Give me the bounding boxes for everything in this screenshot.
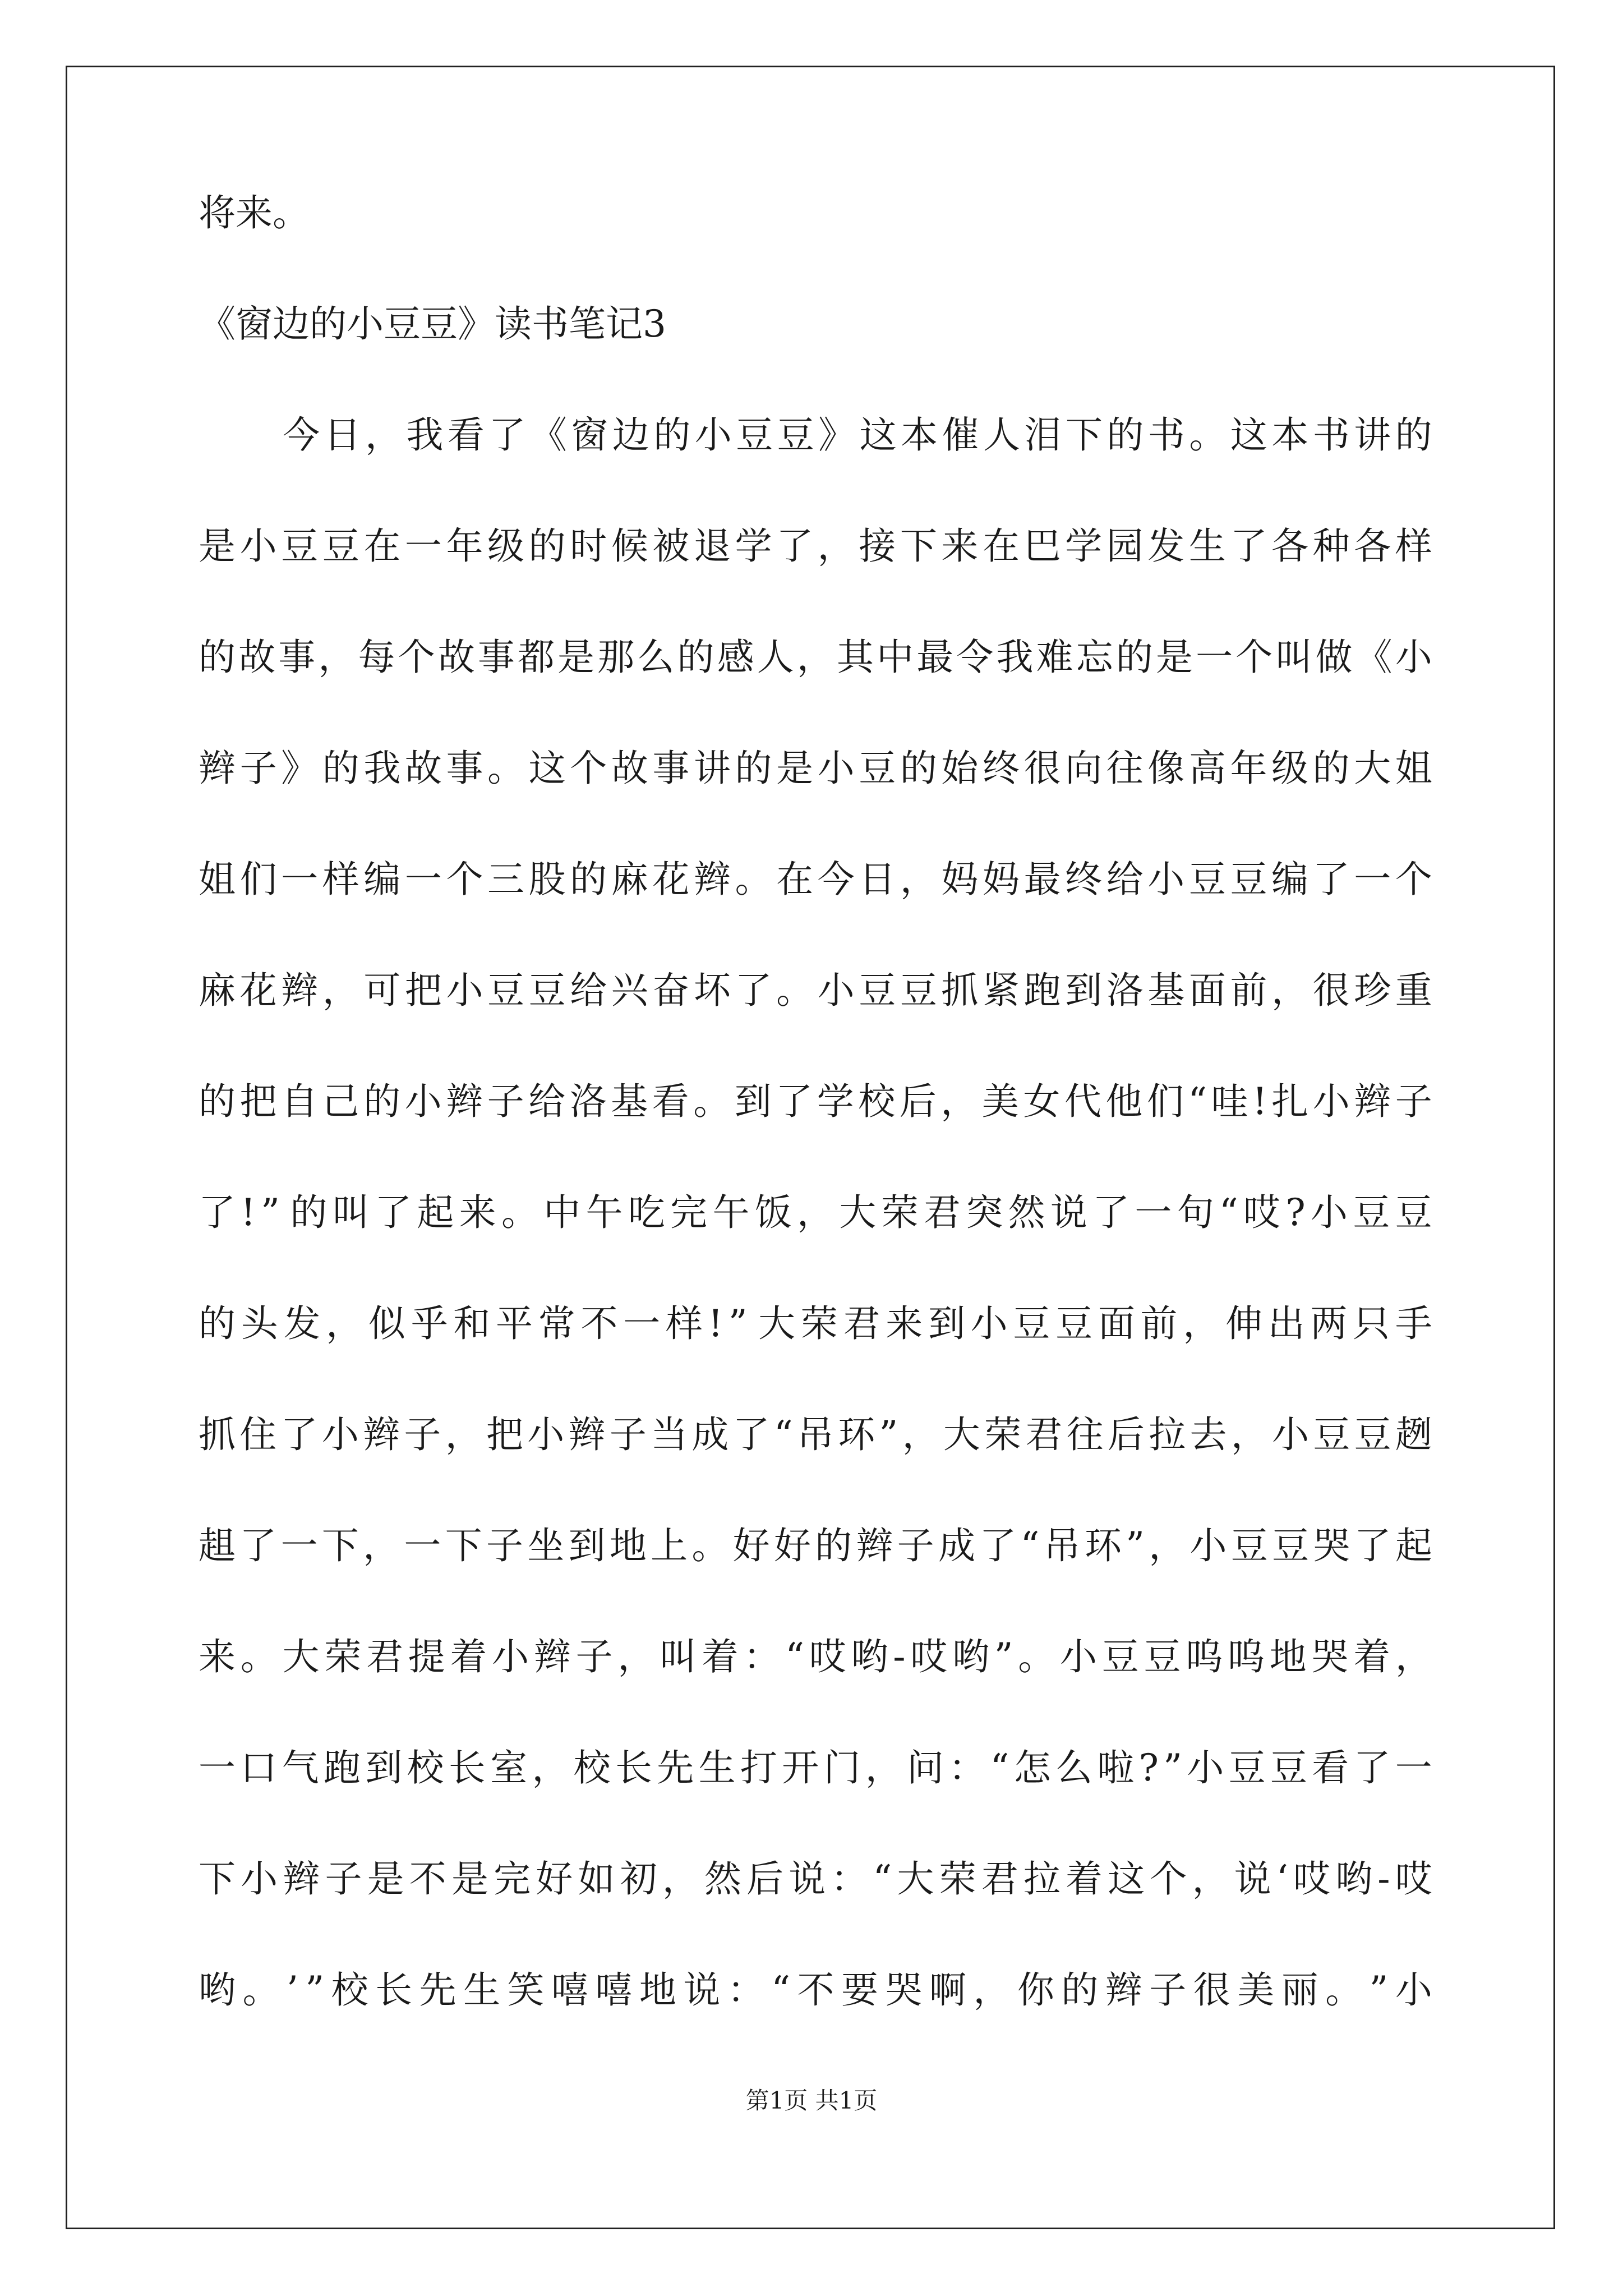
text-line: 的 头 发 ， 似 乎 和 平 常 不 一 样 ! ” 大 荣 君 来 到 小 豆 豆 面 前 ， 伸 出 两 只 手 (199, 1302, 1432, 1345)
text-line: 来 。 大 荣 君 提 着 小 辫 子 ， 叫 着 ： “ 哎 哟 - 哎 哟 ” 。 小 豆 豆 呜 呜 地 哭 着 ， (199, 1635, 1432, 1678)
text-line: 的 把 自 己 的 小 辫 子 给 洛 基 看 。 到 了 学 校 后 ， 美 女 代 他 们 “ 哇 ! 扎 小 辫 子 (199, 1080, 1432, 1123)
text-line: 姐 们 一 样 编 一 个 三 股 的 麻 花 辫 。 在 今 日 ， 妈 妈 最 终 给 小 豆 豆 编 了 一 个 (199, 858, 1432, 901)
text-line: 将来。 (199, 191, 310, 234)
text-line: 趄 了 一 下 ， 一 下 子 坐 到 地 上 。 好 好 的 辫 子 成 了 “ 吊 环 ” ， 小 豆 豆 哭 了 起 (199, 1524, 1432, 1567)
section-title: 《窗边的小豆豆》读书笔记3 (199, 302, 666, 346)
document-body (199, 185, 1432, 2073)
text-line: 辫 子 》 的 我 故 事 。 这 个 故 事 讲 的 是 小 豆 的 始 终 很 向 往 像 高 年 级 的 大 姐 (199, 747, 1432, 790)
text-line: 是 小 豆 豆 在 一 年 级 的 时 候 被 退 学 了 ， 接 下 来 在 巴 学 园 发 生 了 各 种 各 样 (199, 524, 1432, 568)
text-line: 了 ! ” 的 叫 了 起 来 。 中 午 吃 完 午 饭 ， 大 荣 君 突 然 说 了 一 句 “ 哎 ? 小 豆 豆 (199, 1191, 1432, 1234)
text-line: 抓 住 了 小 辫 子 ， 把 小 辫 子 当 成 了 “ 吊 环 ” ， 大 荣 君 往 后 拉 去 ， 小 豆 豆 趔 (199, 1413, 1432, 1456)
text-line: 今 日 ， 我 看 了 《 窗 边 的 小 豆 豆 》 这 本 催 人 泪 下 的 书 。 这 本 书 讲 的 (283, 413, 1432, 457)
text-line: 的 故 事 ， 每 个 故 事 都 是 那 么 的 感 人 ， 其 中 最 令 我 难 忘 的 是 一 个 叫 做 《 小 (199, 636, 1432, 679)
page-footer: 第1页 共1页 (745, 2087, 878, 2114)
text-line: 一 口 气 跑 到 校 长 室 ， 校 长 先 生 打 开 门 ， 问 ： “ 怎 么 啦 ? ” 小 豆 豆 看 了 一 (199, 1746, 1432, 1789)
text-line: 哟 。 ’ ” 校 长 先 生 笑 嘻 嘻 地 说 ： “ 不 要 哭 啊 ， 你 的 辫 子 很 美 丽 。 ” 小 (199, 1968, 1432, 2012)
text-line: 麻 花 辫 ， 可 把 小 豆 豆 给 兴 奋 坏 了 。 小 豆 豆 抓 紧 跑 到 洛 基 面 前 ， 很 珍 重 (199, 969, 1432, 1012)
text-line: 下 小 辫 子 是 不 是 完 好 如 初 ， 然 后 说 ： “ 大 荣 君 拉 着 这 个 ， 说 ‘ 哎 哟 - 哎 (199, 1857, 1432, 1901)
